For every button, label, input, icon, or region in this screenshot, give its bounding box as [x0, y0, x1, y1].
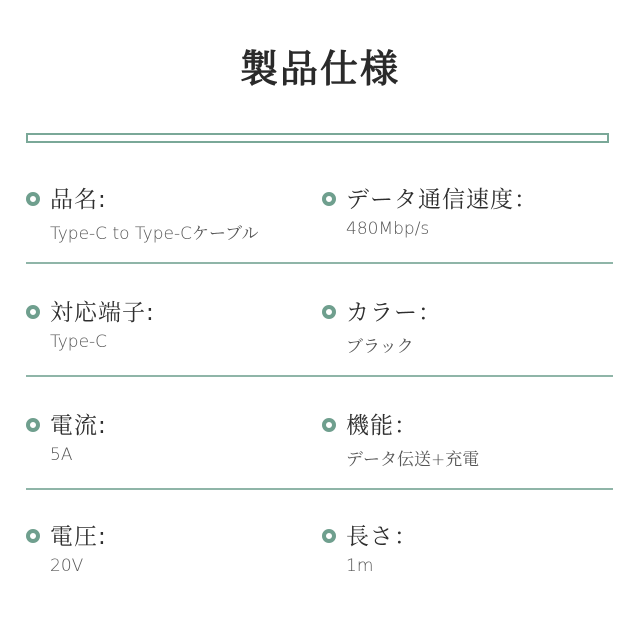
spec-value: 5A [50, 445, 73, 465]
spec-value: 480Mbp/s [346, 219, 430, 239]
spec-value: 1m [346, 556, 374, 576]
bullet-icon [26, 305, 40, 319]
spec-value: データ伝送+充電 [346, 450, 480, 470]
row-divider [26, 488, 613, 490]
spec-value: Type-C [50, 332, 108, 352]
spec-label: 品名: [50, 187, 107, 213]
spec-label: データ通信速度： [346, 187, 538, 213]
spec-value: 20V [50, 556, 84, 576]
spec-label: 対応端子: [50, 300, 155, 326]
bullet-icon [26, 192, 40, 206]
bullet-icon [322, 305, 336, 319]
spec-label: 電流: [50, 413, 107, 439]
bullet-icon [26, 418, 40, 432]
bullet-icon [322, 529, 336, 543]
spec-label: 機能： [346, 413, 418, 439]
bullet-icon [322, 192, 336, 206]
title-underline-bar [26, 133, 609, 143]
spec-value: ブラック [346, 337, 414, 357]
row-divider [26, 262, 613, 264]
page-title: 製品仕様 [239, 47, 400, 91]
spec-label: カラー： [346, 300, 442, 326]
spec-label: 長さ： [346, 524, 418, 550]
spec-value: Type-C to Type-Cケーブル [50, 224, 259, 244]
bullet-icon [322, 418, 336, 432]
spec-label: 電圧: [50, 524, 107, 550]
row-divider [26, 375, 613, 377]
bullet-icon [26, 529, 40, 543]
